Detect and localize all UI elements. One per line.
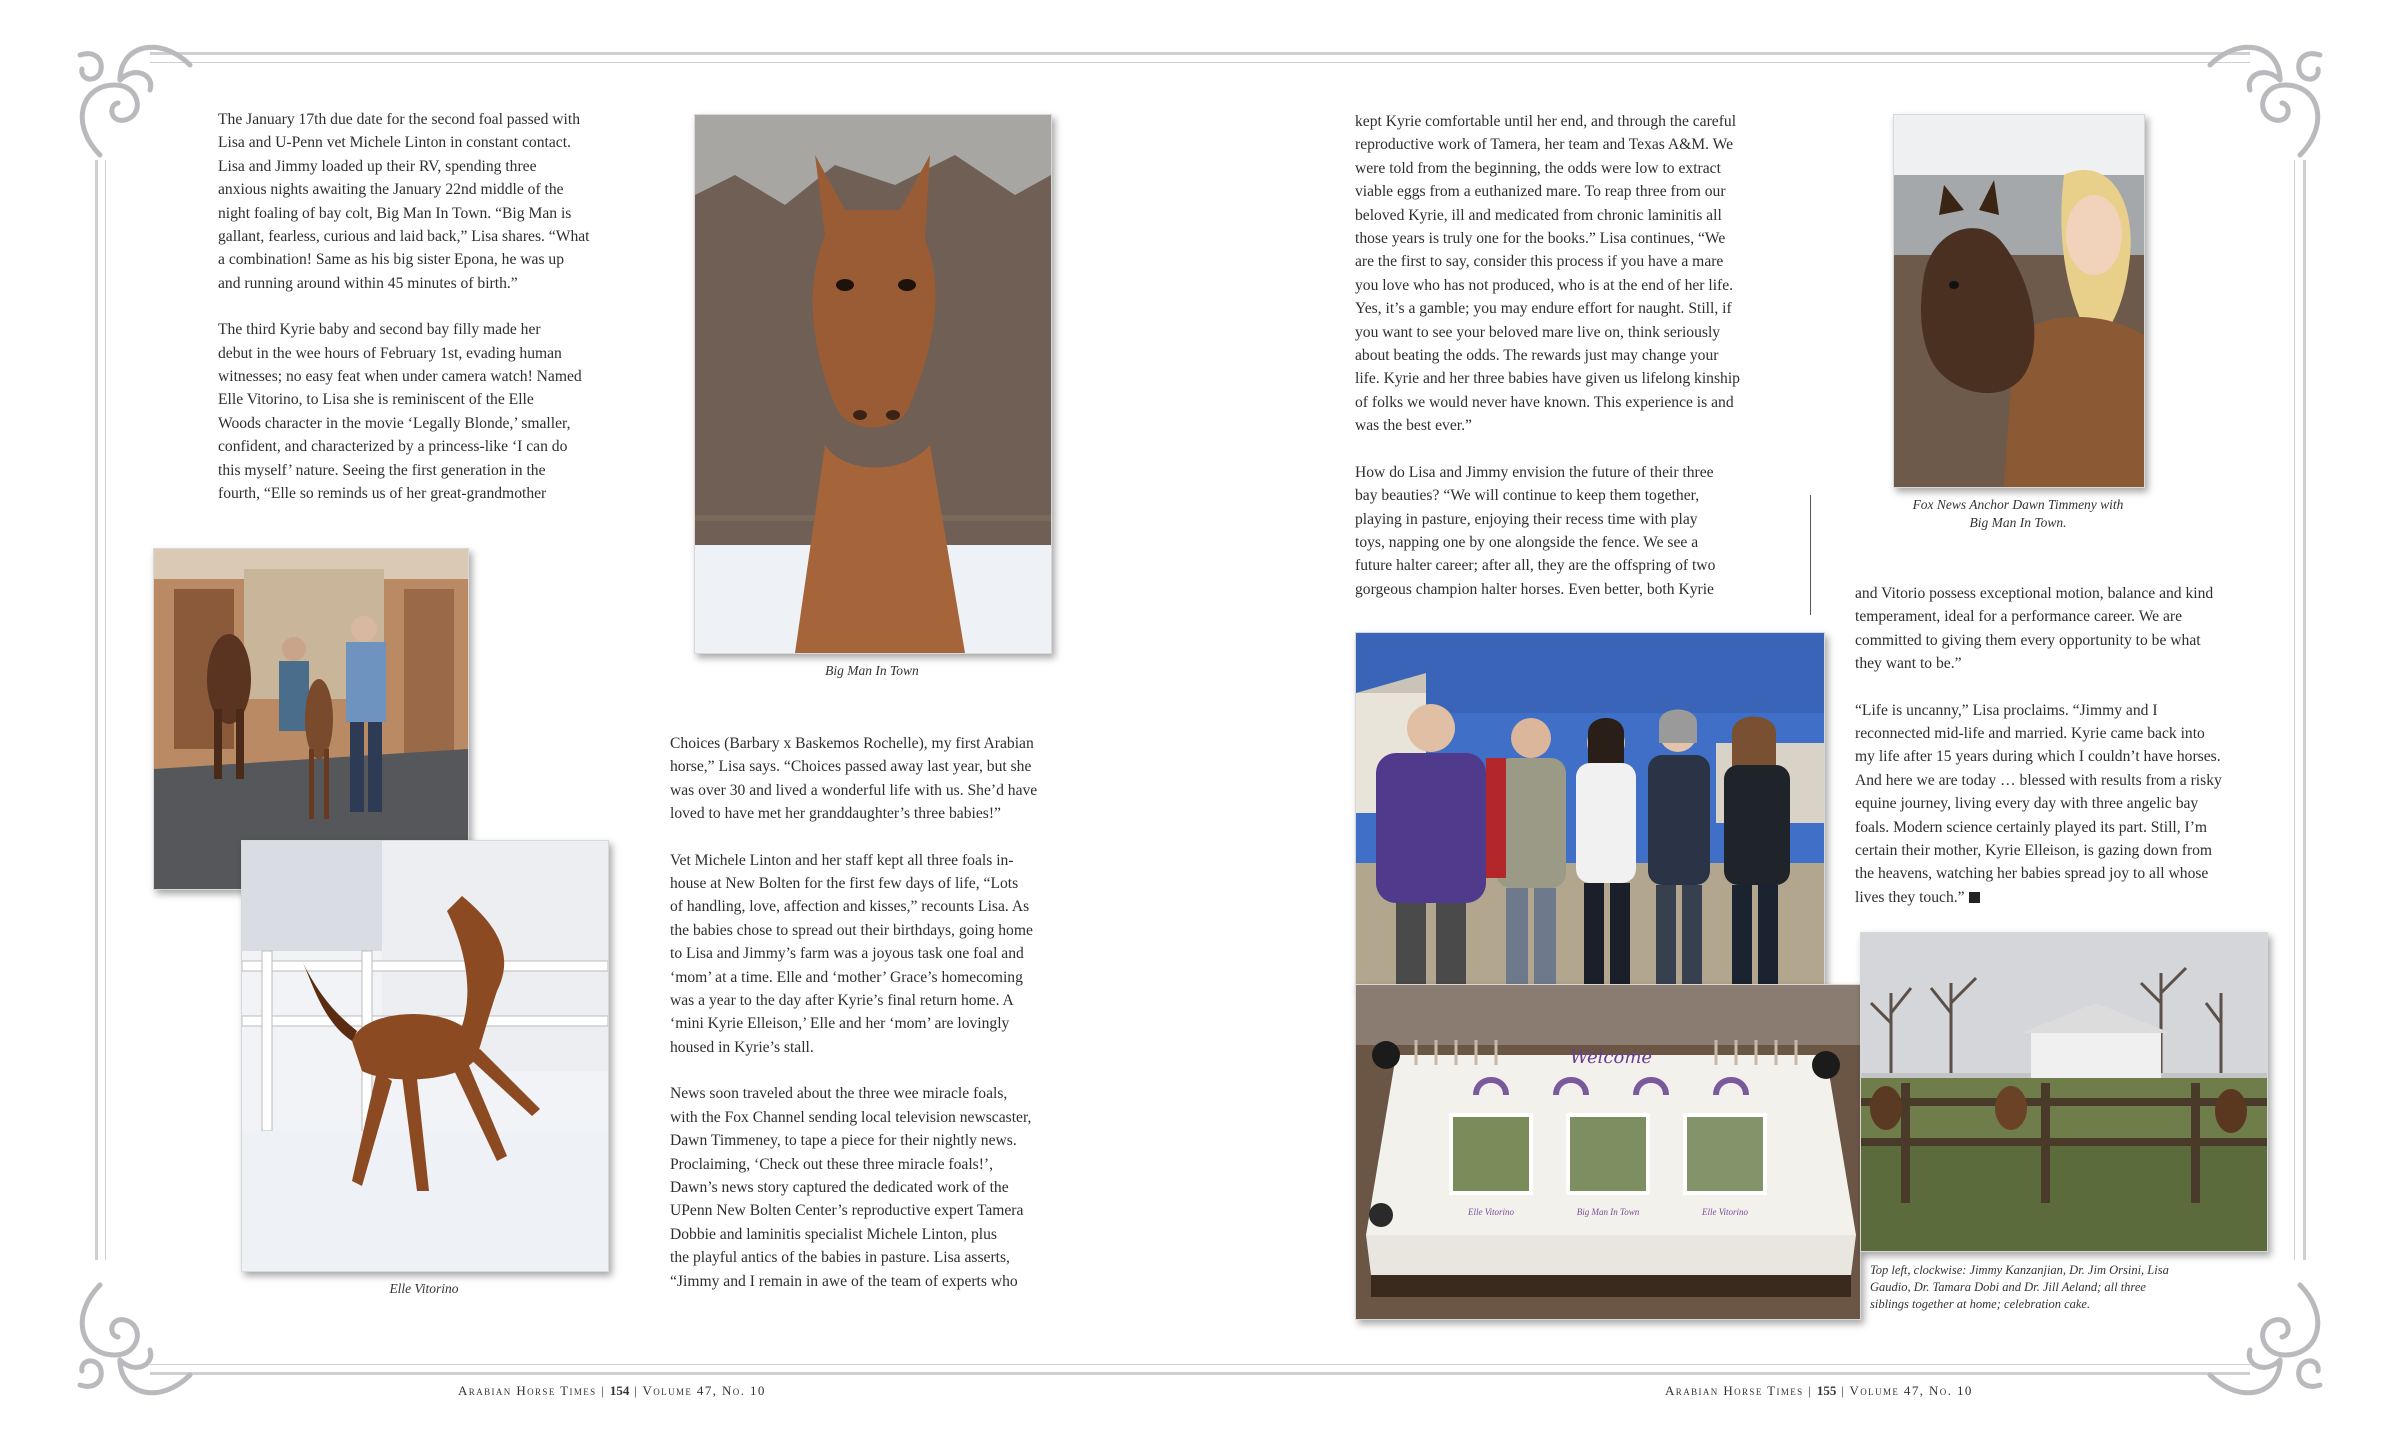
cake-name-3: Elle Vitorino	[1701, 1207, 1749, 1217]
photo-barn-aisle	[153, 548, 469, 890]
paragraph: Vet Michele Linton and her staff kept all three foals in- house at New Bolten for the first few days of life, “Lots of handling, love, affection and kisses,” recounts Lisa. As the babies chose to spread out their birthdays, going home to Lisa and Jimmy’s farm was a joyous task one foal and ‘mom’ at a time. Elle and ‘mother’ Grace’s homecoming was a year to the day after Kyrie’s final return home. A ‘mini Kyrie Elleison,’ Elle and her ‘mom’ are lovingly housed in Kyrie’s stall.	[670, 851, 1033, 1056]
folio-page-number: 155	[1816, 1383, 1837, 1398]
folio-magazine: Arabian Horse Times	[1665, 1383, 1804, 1398]
caption-dawn: Fox News Anchor Dawn Timmeny with Big Man In Town.	[1912, 497, 2124, 530]
paragraph	[1855, 699, 2275, 910]
folio-left: Arabian Horse Times | 154 | Volume 47, No. 10	[458, 1383, 766, 1398]
folio-volume: Volume 47, No. 10	[1849, 1383, 1973, 1398]
frame-left-line	[95, 160, 98, 1260]
right-page-column-1	[1355, 110, 1775, 624]
frame-left-line-inner	[105, 160, 106, 1260]
left-page-column-1	[218, 108, 618, 529]
folio-magazine: Arabian Horse Times	[458, 1383, 597, 1398]
cake-name-1: Elle Vitorino	[1467, 1207, 1515, 1217]
cake-welcome-text: Welcome	[1569, 1047, 1653, 1068]
closing-paragraph: “Life is uncanny,” Lisa proclaims. “Jimmy and I reconnected mid-life and married. Kyrie came back into my life after 15 years during which I couldn’t have horses. And here we are today … blessed with results from a risky equine journey, living every day with three angelic bay foals. Modern science certainly played its part. Still, I’m certain their mother, Kyrie Elleison, is gazing down from the heavens, watching her babies spread joy to all whose lives they touch.”	[1855, 701, 2222, 906]
frame-bottom-line-inner	[150, 1364, 2250, 1365]
left-page-column-2	[670, 732, 1090, 1316]
frame-right-line-inner	[2294, 160, 2295, 1260]
caption-big-man: Big Man In Town	[825, 663, 919, 678]
caption-elle: Elle Vitorino	[389, 1281, 459, 1296]
frame-top-line-inner	[150, 62, 2250, 63]
frame-right-line	[2303, 160, 2306, 1260]
caption-group: Top left, clockwise: Jimmy Kanzanjian, Dr. Jim Orsini, Lisa Gaudio, Dr. Tamara Dobi and Dr. Jill Aeland; all three siblings together at home; celebration cake.	[1870, 1263, 2169, 1311]
folio-volume: Volume 47, No. 10	[642, 1383, 766, 1398]
frame-top-line	[150, 52, 2250, 55]
photo-celebration-cake	[1355, 984, 1861, 1320]
paragraph: How do Lisa and Jimmy envision the future of their three bay beauties? “We will continue to keep them together, playing in pasture, enjoying their recess time with play toys, napping one by one alongside the fence. We see a future halter career; after all, they are the offspring of two gorgeous champion halter horses. Even better, both Kyrie	[1355, 463, 1716, 598]
paragraph: kept Kyrie comfortable until her end, and through the careful reproductive work of Tamera, her team and Texas A&M. We were told from the beginning, the odds were low to extract viable eggs from a euthanized mare. To reap three from our beloved Kyrie, ill and medicated from chronic laminitis all those years is truly one for the books.” Lisa continues, “We are the first to say, consider this process if you have a mare you love who has not produced, who is at the end of her life. Yes, it’s a gamble; you may endure effort for naught. Still, if you want to see your beloved mare live on, think seriously about beating the odds. The rewards just may change your life. Kyrie and her three babies have given us lifelong kinship of folks we would never have known. This experience is and was the best ever.”	[1355, 113, 1740, 435]
photo-elle-vitorino	[241, 840, 609, 1272]
paragraph: The January 17th due date for the second foal passed with Lisa and U-Penn vet Michele Linton in constant contact. Lisa and Jimmy loaded up their RV, spending three anxious nights awaiting the January 22nd middle of the night foaling of bay colt, Big Man In Town. “Big Man is gallant, fearless, curious and laid back,” Lisa shares. “What a combination! Same as his big sister Epona, he was up and running around within 45 minutes of birth.”	[218, 111, 590, 292]
photo-big-man-in-town	[694, 114, 1052, 654]
photo-dawn-timmeny	[1893, 114, 2145, 488]
ornament-top-right-icon	[2190, 25, 2340, 175]
cake-name-2: Big Man In Town	[1576, 1207, 1640, 1217]
paragraph: News soon traveled about the three wee miracle foals, with the Fox Channel sending local television newscaster, Dawn Timmeney, to tape a piece for their nightly news. Proclaiming, ‘Check out these three miracle foals!’, Dawn’s news story captured the dedicated work of the UPenn New Bolten Center’s reproductive expert Tamera Dobbie and laminitis specialist Michele Linton, plus the playful antics of the babies in pasture. Lisa asserts, “Jimmy and I remain in awe of the team of experts who	[670, 1085, 1032, 1290]
folio-right: Arabian Horse Times | 155 | Volume 47, No. 10	[1665, 1383, 1973, 1398]
frame-bottom-line	[150, 1372, 2250, 1375]
right-page-column-2	[1855, 582, 2275, 932]
ornament-top-left-icon	[60, 25, 210, 175]
column-divider	[1810, 495, 1811, 615]
photo-group	[1355, 632, 1825, 988]
paragraph: Choices (Barbary x Baskemos Rochelle), my first Arabian horse,” Lisa says. “Choices passed away last year, but she was over 30 and lived a wonderful life with us. She’d have loved to have met her granddaughter’s three babies!”	[670, 735, 1038, 823]
photo-three-foals-pasture	[1860, 932, 2268, 1252]
end-of-article-mark	[1969, 892, 1980, 903]
ornament-bottom-left-icon	[60, 1265, 210, 1415]
paragraph: and Vitorio possess exceptional motion, balance and kind temperament, ideal for a performance career. We are committed to giving them every opportunity to be what they want to be.”	[1855, 585, 2214, 673]
folio-page-number: 154	[609, 1383, 630, 1398]
paragraph: The third Kyrie baby and second bay filly made her debut in the wee hours of February 1st, evading human witnesses; no easy feat when under camera watch! Named Elle Vitorino, to Lisa she is reminiscent of the Elle Woods character in the movie ‘Legally Blonde,’ smaller, confident, and characterized by a princess-like ‘I can do this myself’ nature. Seeing the first generation in the fourth, “Elle so reminds us of her great-grandmother	[218, 321, 582, 503]
